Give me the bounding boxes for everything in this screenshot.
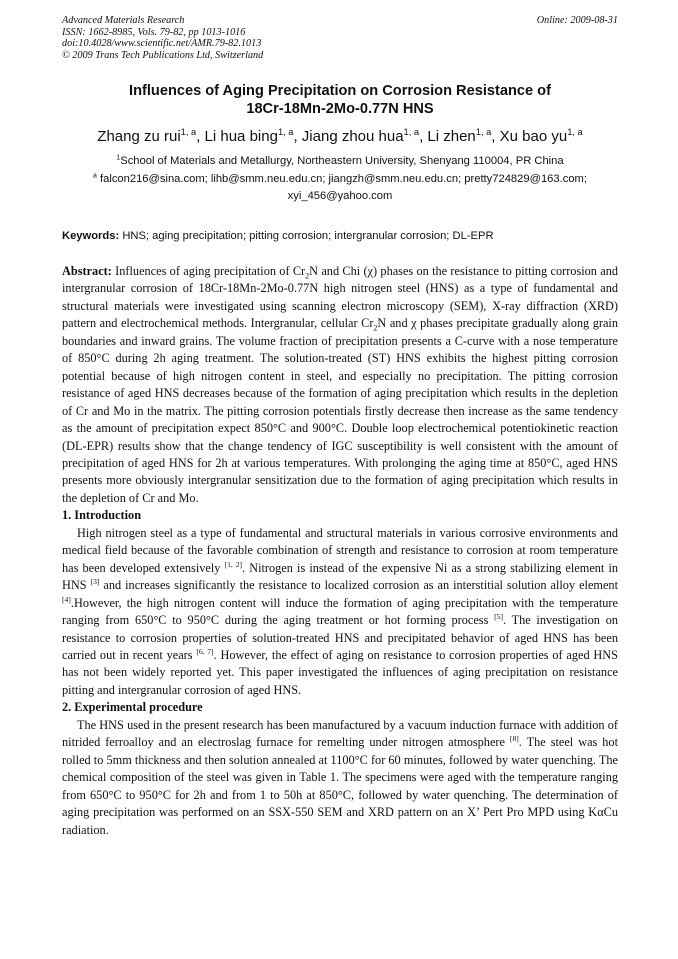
online-date: Online: 2009-08-31 bbox=[536, 15, 618, 26]
author-separator: , bbox=[491, 128, 500, 145]
author-affiliation-mark: 1, a bbox=[180, 127, 197, 137]
author bbox=[427, 128, 499, 145]
citation[interactable]: [8] bbox=[509, 734, 519, 744]
author-name: Jiang zhou hua bbox=[301, 128, 404, 145]
abstract-paragraph bbox=[62, 263, 618, 507]
citation[interactable]: [3] bbox=[90, 577, 100, 587]
author bbox=[205, 128, 302, 145]
author-affiliation-mark: 1, a bbox=[475, 127, 492, 137]
email-line-1 bbox=[62, 171, 618, 189]
citation[interactable]: [6, 7] bbox=[196, 646, 214, 656]
abstract-text: N and χ phases precipitate gradually along grain boundaries and inward grains. The volume fraction of precipitation presents a C-curve with a nose temperature of 850°C during 2h aging treatment. The solution-treated (ST) HNS exhibits the highest pitting corrosion potential because of high nitrogen content in steel, and especially no precipitation. The pitting corrosion resistance of aged HNS decreases because of the formation of aging precipitation which results in the depletion of Cr and Mo in the matrix. The pitting corrosion potentials firstly decrease then increase as the same tendency as the amount of precipitation expect 850°C and 900°C. Double loop electrochemical potentiokinetic reaction (DL-EPR) results show that the change tendency of IGC susceptibility is well consistent with the amount of precipitation of aged HNS for 2h at various temperatures. With prolonging the aging time at 850°C, aged HNS presents more obviously intergranular sensitization due to the formation of aging precipitation which results in the depletion of Cr and Mo. bbox=[62, 316, 618, 505]
abstract-label: Abstract: bbox=[62, 264, 112, 278]
affiliation-block bbox=[62, 153, 618, 206]
section-heading-introduction: 1. Introduction bbox=[62, 508, 142, 523]
journal-name: Advanced Materials Research bbox=[62, 15, 185, 26]
body-text: The HNS used in the present research has been manufactured by a vacuum induction furnace with addition of nitrided ferroalloy and an electroslag furnace for remelting under nitrogen atmosphere bbox=[62, 717, 618, 750]
subscript: 2 bbox=[305, 271, 310, 281]
issn-line: ISSN: 1662-8985, Vols. 79-82, pp 1013-1016 bbox=[62, 26, 246, 38]
body-text: . However, the effect of aging on resistance to corrosion properties of aged HNS has not been widely reported yet. This paper investigated the influences of aging precipitation on resistance pitting and intergranular corrosion of aged HNS. bbox=[62, 647, 619, 697]
section-heading-experimental: 2. Experimental procedure bbox=[62, 700, 203, 715]
journal-header bbox=[62, 15, 618, 61]
body-text: . The steel was hot rolled to 5mm thickness and then solution annealed at 1100°C for 60 minutes, followed by water quenching. The chemical composition of the steel was given in Table 1. The specimens were aged with the temperature ranging from 650°C to 950°C for 2h and from 1 to 50h at 850°C, followed by water quenching. The determination of aging precipitation was performed on an SSX-550 SEM and XRD pattern on an X’ Pert Pro MPD using KαCu radiation. bbox=[62, 735, 618, 837]
author-separator: , bbox=[293, 128, 302, 145]
author-separator: , bbox=[419, 128, 428, 145]
author-name: Li zhen bbox=[427, 128, 476, 145]
author bbox=[97, 128, 204, 145]
doi-line[interactable]: doi:10.4028/www.scientific.net/AMR.79-82.1013 bbox=[62, 38, 262, 49]
author-affiliation-mark: 1, a bbox=[567, 127, 583, 137]
affiliation-mark: 1 bbox=[116, 154, 121, 162]
paper-body bbox=[62, 263, 618, 839]
affiliation-line bbox=[62, 153, 618, 171]
author bbox=[500, 128, 583, 145]
keywords-label: Keywords: bbox=[62, 230, 120, 242]
citation[interactable]: [1, 2] bbox=[224, 559, 243, 569]
paper-title bbox=[62, 82, 618, 118]
author-list bbox=[62, 128, 618, 146]
affiliation-text: School of Materials and Metallurgy, Northeastern University, Shenyang 110004, PR China bbox=[120, 155, 564, 167]
abstract-text: Influences of aging precipitation of Cr bbox=[115, 264, 306, 278]
email-mark: a bbox=[93, 171, 97, 179]
citation[interactable]: [5] bbox=[494, 611, 503, 621]
email-line-2[interactable]: xyi_456@yahoo.com bbox=[287, 190, 393, 202]
author-affiliation-mark: 1, a bbox=[403, 127, 420, 137]
subscript: 2 bbox=[373, 323, 378, 333]
body-text: .However, the high nitrogen content will induce the formation of aging precipitation with the temperature ranging from 650°C to 950°C during the aging treatment or hot forming process bbox=[62, 595, 618, 628]
body-text: and increases significantly the resistance to localized corrosion as an interstitial solution alloy element bbox=[99, 578, 618, 593]
introduction-paragraph bbox=[62, 525, 618, 700]
email-list[interactable]: falcon216@sina.com; lihb@smm.neu.edu.cn; jiangzh@smm.neu.edu.cn; pretty724829@163.com; bbox=[100, 172, 587, 185]
experimental-paragraph bbox=[62, 717, 618, 839]
author bbox=[302, 128, 428, 145]
keywords-text: HNS; aging precipitation; pitting corrosion; intergranular corrosion; DL-EPR bbox=[122, 230, 494, 242]
author-affiliation-mark: 1, a bbox=[277, 127, 294, 137]
body-text: . Nitrogen is instead of the expensive Ni as a strong stabilizing element in HNS bbox=[62, 560, 619, 593]
author-name: Zhang zu rui bbox=[97, 128, 181, 145]
body-text: High nitrogen steel as a type of fundamental and structural materials in various corrosive environments and medical field because of the favorable combination of strength and resistance to corrosion at room temperature has been developed extensively bbox=[62, 525, 618, 575]
citation[interactable]: [4] bbox=[62, 594, 71, 604]
author-name: Li hua bing bbox=[204, 128, 278, 145]
body-text: . The investigation on resistance to corrosion properties of solution-treated HNS and precipitated behavior of aged HNS has been carried out in recent years bbox=[62, 613, 618, 662]
author-separator: , bbox=[196, 128, 205, 145]
abstract-text: N and Chi (χ) phases on the resistance to pitting corrosion and intergranular corrosion of 18Cr-18Mn-2Mo-0.77N high nitrogen steel (HNS) as a type of fundamental and structural materials were investigated using scanning electron microscopy (SEM), X-ray diffraction (XRD) pattern and electrochemical methods. Intergranular, cellular Cr bbox=[62, 264, 618, 331]
author-name: Xu bao yu bbox=[499, 128, 568, 145]
keywords-section bbox=[62, 229, 618, 243]
title-line-2: 18Cr-18Mn-2Mo-0.77N HNS bbox=[246, 101, 434, 117]
copyright-line: © 2009 Trans Tech Publications Ltd, Switzerland bbox=[62, 49, 264, 61]
title-line-1: Influences of Aging Precipitation on Corrosion Resistance of bbox=[129, 83, 551, 99]
